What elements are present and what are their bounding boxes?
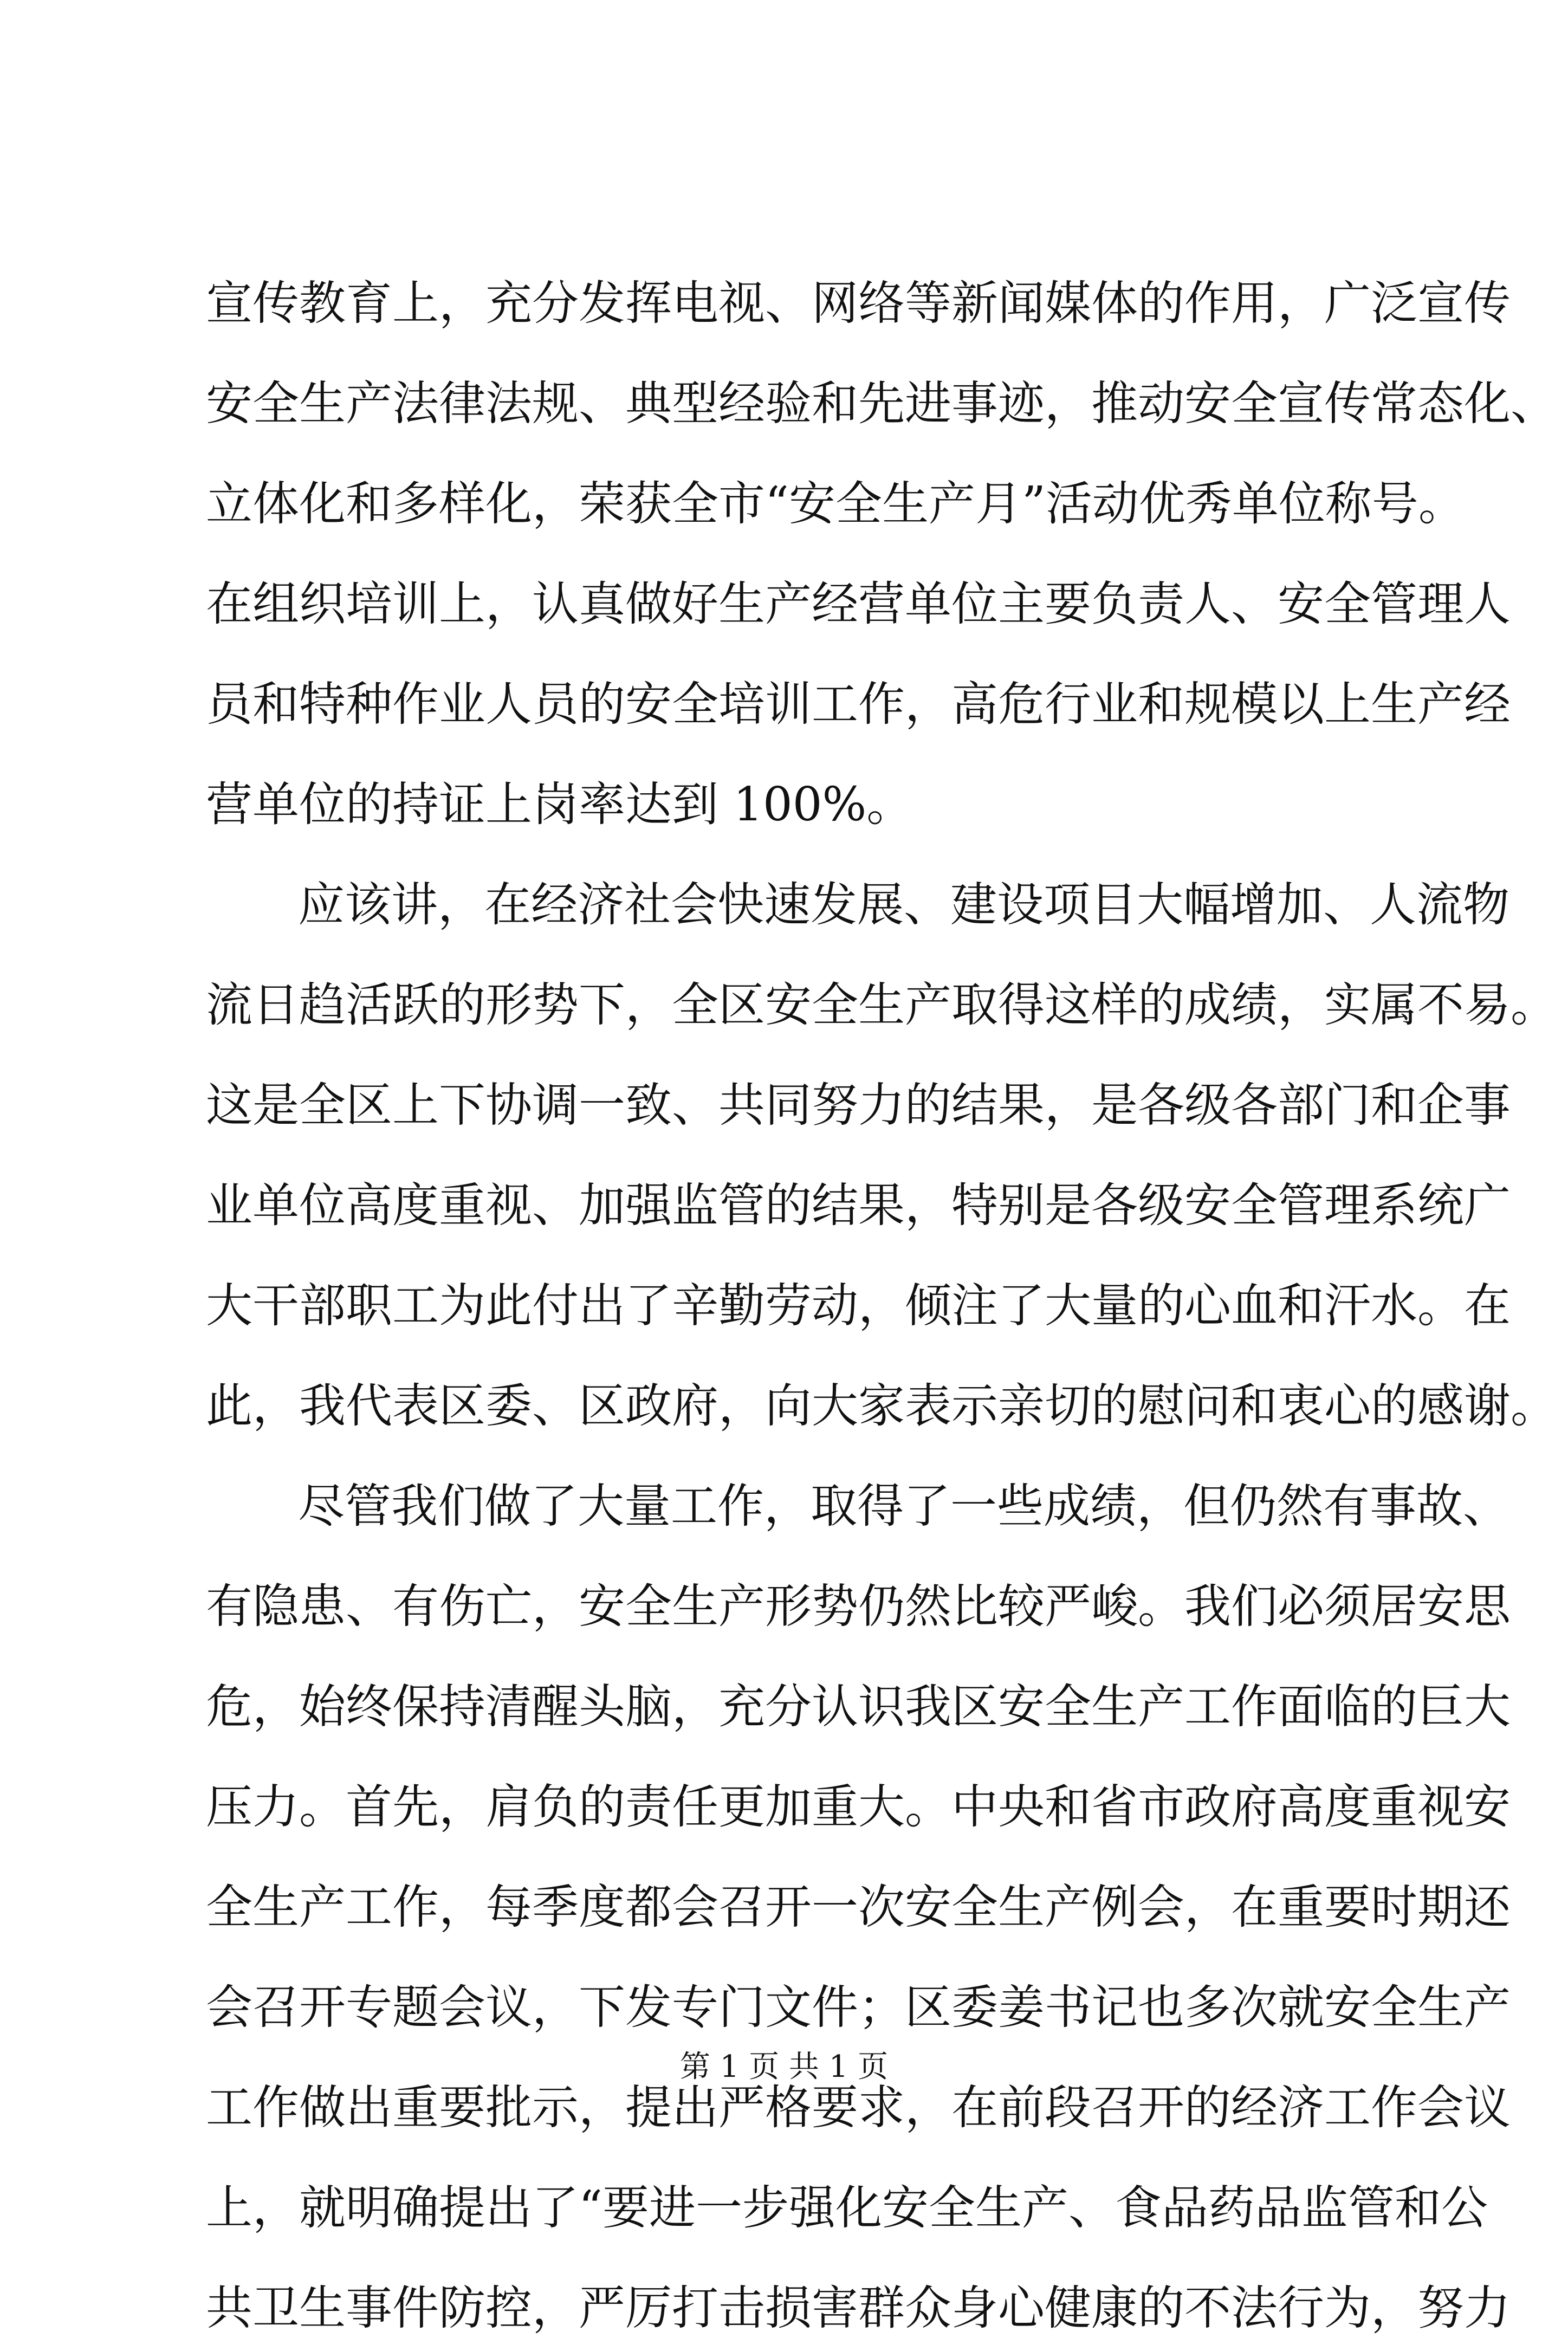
text-line: 危，始终保持清醒头脑，充分认识我区安全生产工作面临的巨大: [206, 1680, 1511, 1734]
text-line: 有隐患、有伤亡，安全生产形势仍然比较严峻。我们必须居安思: [206, 1579, 1511, 1634]
text-line: 会召开专题会议，下发专门文件；区委姜书记也多次就安全生产: [206, 1980, 1511, 2035]
text-line: 营单位的持证上岗率达到 100%。: [206, 778, 913, 832]
text-line: 全生产工作，每季度都会召开一次安全生产例会，在重要时期还: [206, 1880, 1511, 1934]
text-line: 员和特种作业人员的安全培训工作，高危行业和规模以上生产经: [206, 677, 1511, 731]
text-line: 这是全区上下协调一致、共同努力的结果，是各级各部门和企事: [206, 1078, 1511, 1132]
text-line: 业单位高度重视、加强监管的结果，特别是各级安全管理系统广: [206, 1178, 1511, 1233]
text-line: 在组织培训上，认真做好生产经营单位主要负责人、安全管理人: [206, 577, 1511, 631]
text-line: 此，我代表区委、区政府，向大家表示亲切的慰问和衷心的感谢。: [206, 1379, 1557, 1433]
page-number-footer: 第 1 页 共 1 页: [679, 2049, 889, 2084]
text-line: 大干部职工为此付出了辛勤劳动，倾注了大量的心血和汗水。在: [206, 1279, 1511, 1333]
text-line: 上，就明确提出了“要进一步强化安全生产、食品药品监管和公: [206, 2181, 1488, 2235]
text-line: 压力。首先，肩负的责任更加重大。中央和省市政府高度重视安: [206, 1780, 1511, 1834]
text-line: 流日趋活跃的形势下，全区安全生产取得这样的成绩，实属不易。: [206, 978, 1557, 1032]
text-line: 共卫生事件防控，严厉打击损害群众身心健康的不法行为，努力: [206, 2281, 1511, 2335]
text-line: 安全生产法律法规、典型经验和先进事迹，推动安全宣传常态化、: [206, 377, 1557, 431]
paragraph-first-line: 尽管我们做了大量工作，取得了一些成绩，但仍然有事故、: [298, 1479, 1509, 1533]
text-line: 宣传教育上，充分发挥电视、网络等新闻媒体的作用，广泛宣传: [206, 276, 1511, 331]
text-line: 工作做出重要批示，提出严格要求，在前段召开的经济工作会议: [206, 2081, 1511, 2135]
text-line: 立体化和多样化，荣获全市“安全生产月”活动优秀单位称号。: [206, 477, 1465, 531]
paragraph-first-line: 应该讲，在经济社会快速发展、建设项目大幅增加、人流物: [298, 878, 1509, 932]
